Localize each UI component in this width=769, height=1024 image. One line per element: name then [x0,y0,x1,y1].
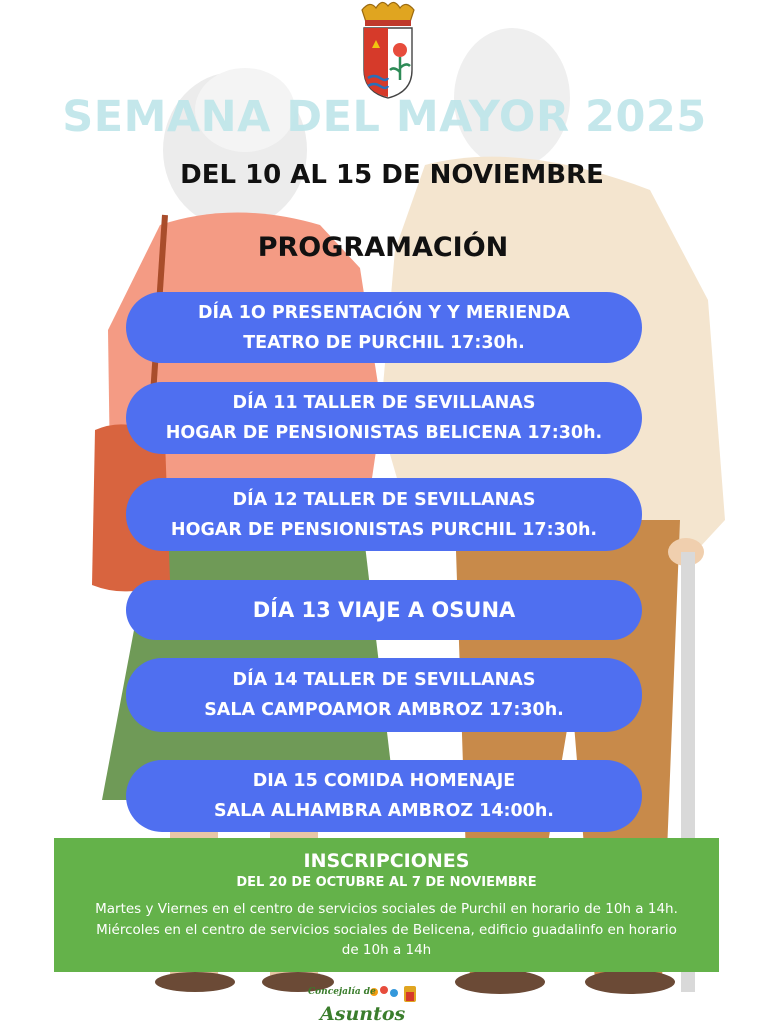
registration-title: INSCRIPCIONES [303,850,470,872]
event-dates: DEL 10 AL 15 DE NOVIEMBRE [180,160,604,190]
program-item-venue: HOGAR DE PENSIONISTAS BELICENA 17:30h. [165,423,603,443]
program-item-day-11 [126,382,642,454]
program-item-venue: SALA ALHAMBRA AMBROZ 14:00h. [214,801,554,821]
program-item-day-10 [126,292,642,363]
program-item-title: DÍA 14 TALLER DE SEVILLANAS [232,670,536,690]
program-item-venue: HOGAR DE PENSIONISTAS PURCHIL 17:30h. [170,519,598,540]
program-item-title: DÍA 13 VIAJE A OSUNA [252,598,516,622]
program-heading: PROGRAMACIÓN [257,232,509,263]
program-item-title: DIA 15 COMIDA HOMENAJE [252,771,516,791]
coat-of-arms-icon [356,0,420,100]
program-item-title: DÍA 11 TALLER DE SEVILLANAS [232,393,536,413]
program-item-title: DÍA 1O PRESENTACIÓN Y Y MERIENDA [198,302,570,323]
program-item-day-15 [126,760,642,832]
program-item-day-14 [126,658,642,732]
registration-dates: DEL 20 DE OCTUBRE AL 7 DE NOVIEMBRE [236,875,537,890]
program-item-day-13 [126,580,642,640]
program-item-title: DÍA 12 TALLER DE SEVILLANAS [232,489,536,510]
logo-line-2: Asuntos [320,1003,406,1024]
registration-info-line: Martes y Viernes en el centro de servicios sociales de Purchil en horario de 10h a 14h. [95,901,678,917]
program-item-venue: TEATRO DE PURCHIL 17:30h. [243,332,525,353]
poster-title: SEMANA DEL MAYOR 2025 [62,92,707,142]
registration-box [54,838,719,972]
program-item-venue: SALA CAMPOAMOR AMBROZ 17:30h. [204,700,564,720]
registration-info-line: Miércoles en el centro de servicios sociales de Belicena, edificio guadalinfo en horario [96,922,677,938]
council-logo-icon [304,980,454,1024]
registration-info-line: de 10h a 14h [341,942,432,958]
logo-line-1: Concejalía de [308,987,376,997]
program-item-day-12 [126,478,642,551]
